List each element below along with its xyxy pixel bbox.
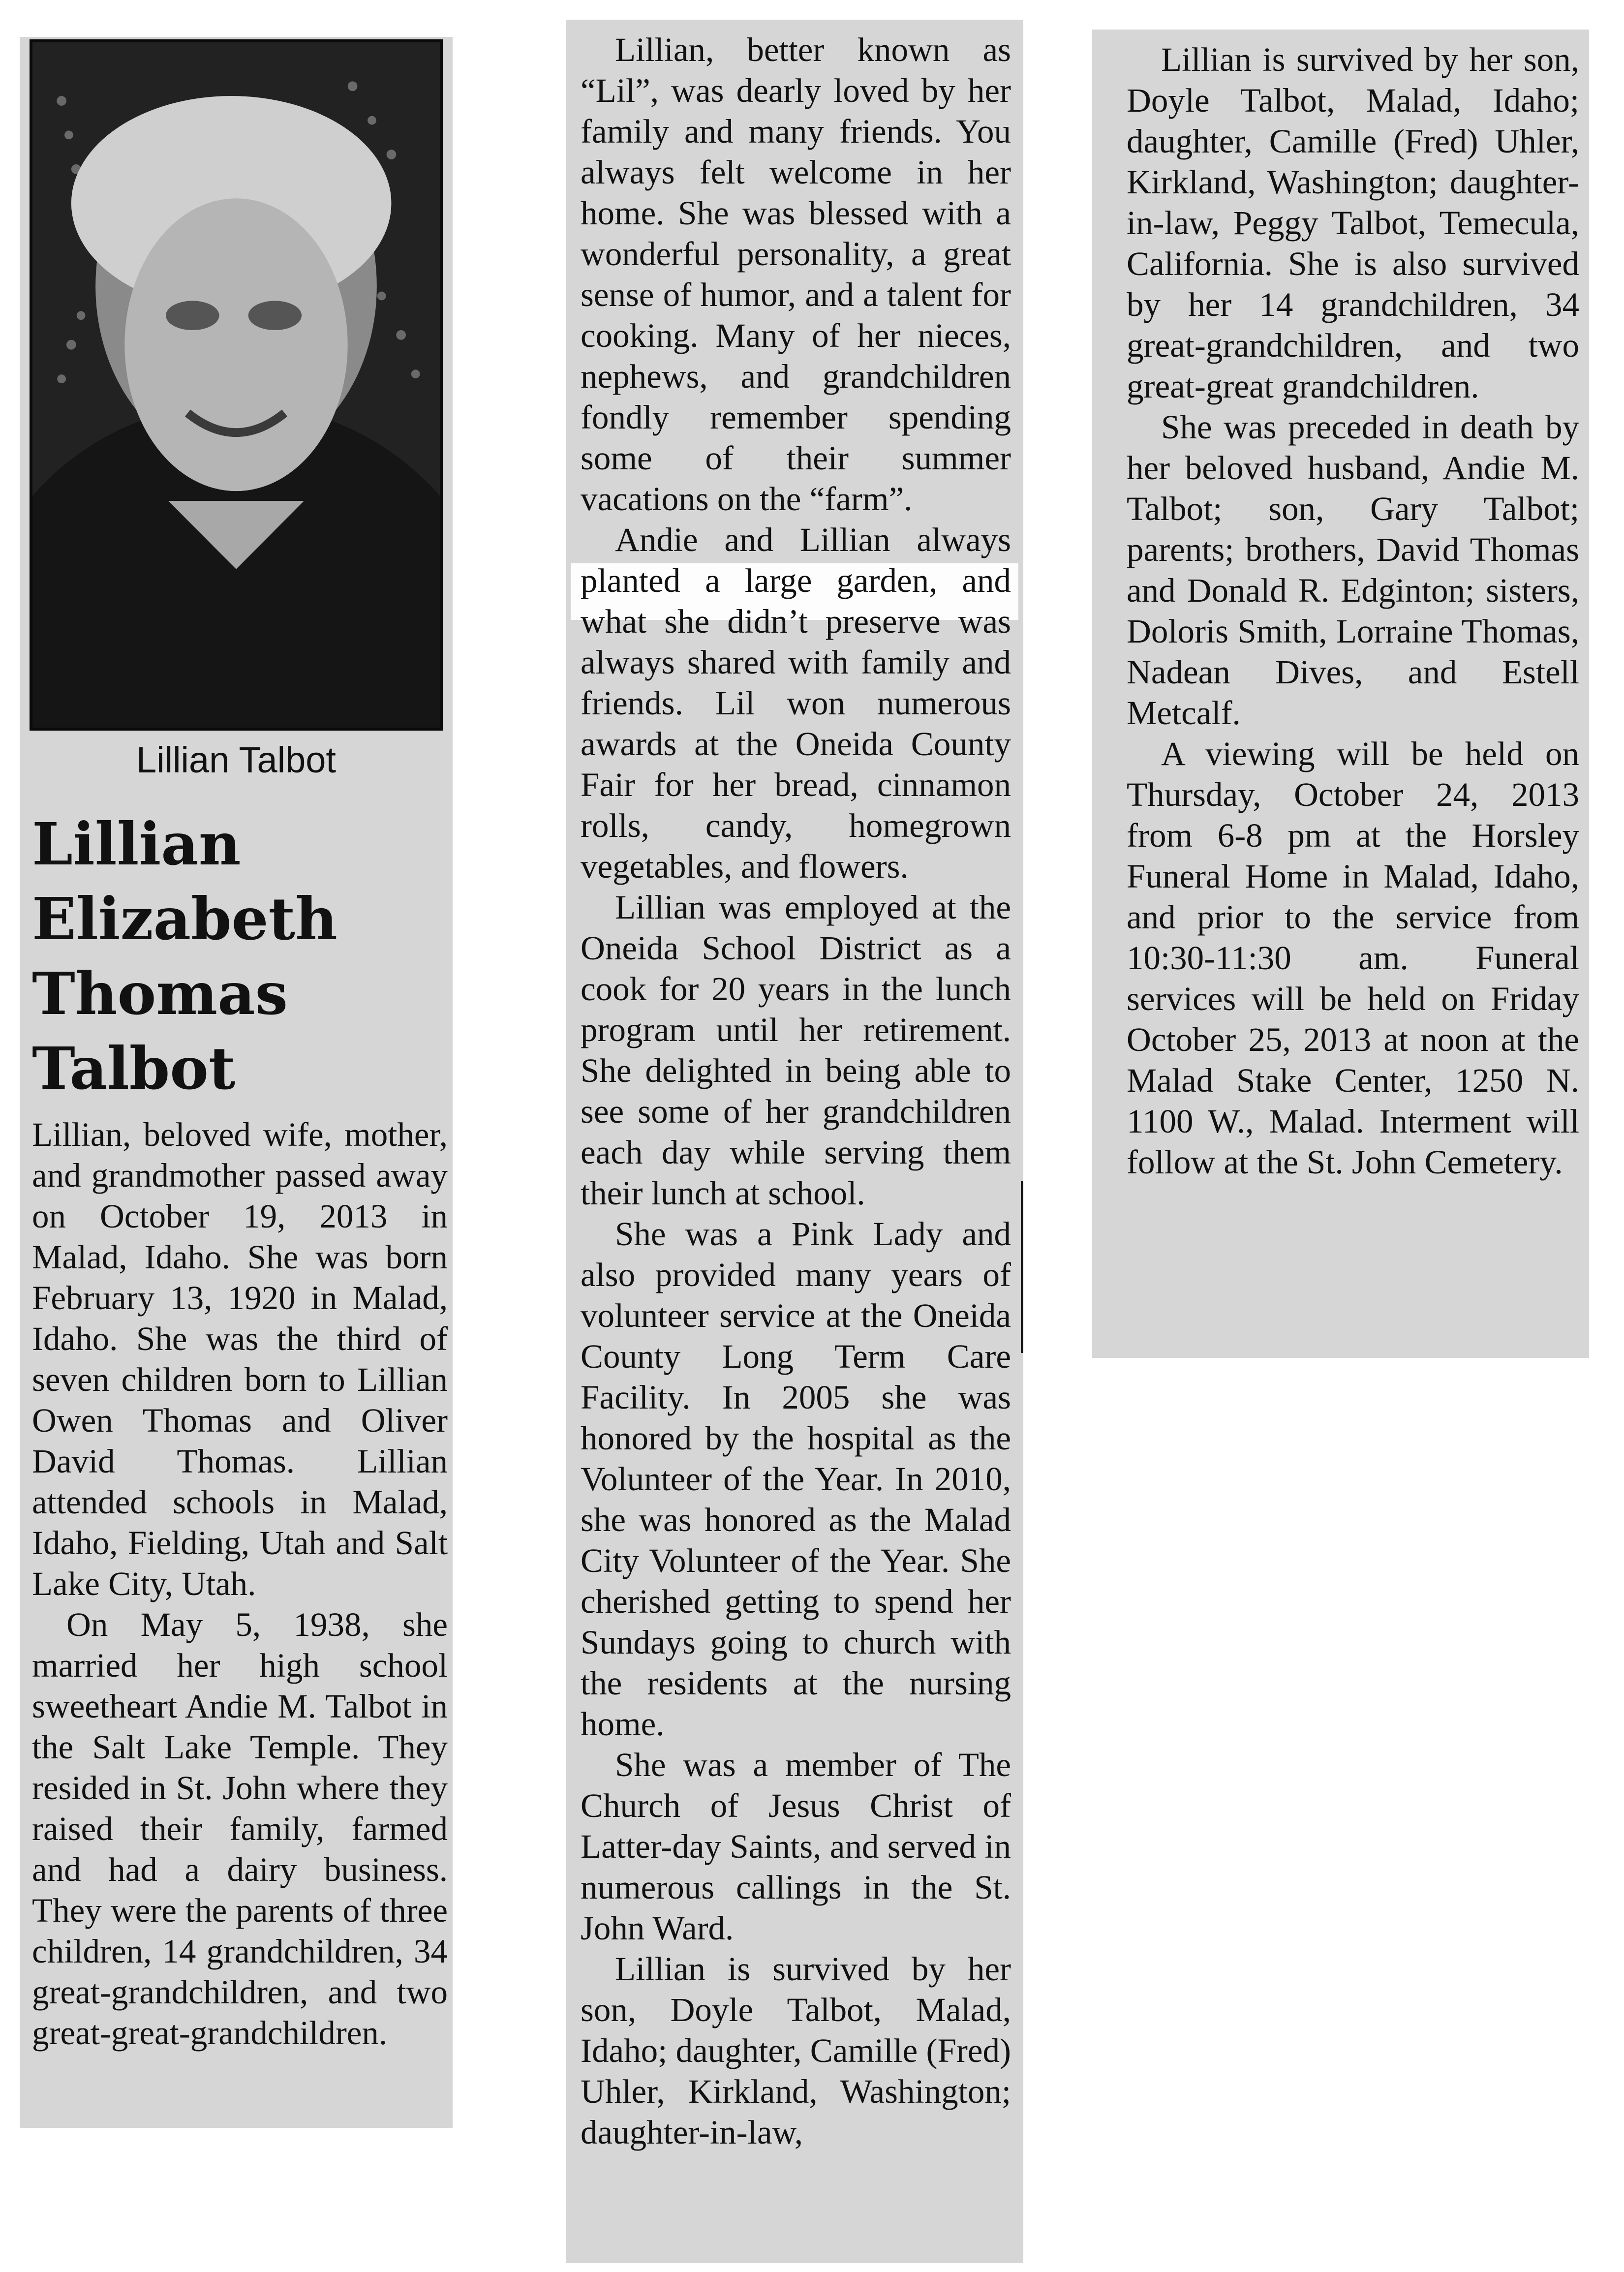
name-line: Lillian — [32, 810, 241, 878]
name-line: Thomas — [32, 959, 288, 1028]
name-line: Talbot — [32, 1034, 236, 1103]
name-line: Elizabeth — [32, 885, 337, 953]
obituary-column-1 — [32, 1114, 448, 2054]
portrait-image — [32, 42, 440, 728]
photo-caption: Lillian Talbot — [136, 739, 336, 780]
obituary-paragraph: Lillian is survived by her son, Doyle Talbot, Malad, Idaho; daughter, Camille (Fred) Uhler, Kirkland, Washington; daughter-in-law, — [581, 1950, 1011, 2151]
obituary-column-2 — [581, 30, 1011, 2153]
obituary-paragraph: She was a member of The Church of Jesus Christ of Latter-day Saints, and served in numerous callings in the St. John Ward. — [581, 1746, 1011, 1947]
obituary-paragraph: She was preceded in death by her beloved husband, Andie M. Talbot; son, Gary Talbot; parents; brothers, David Thomas and Donald R. Edginton; sisters, Doloris Smith, Lorraine Thomas, Nadean Dives, and Estell Metcalf. — [1127, 408, 1579, 732]
column-rule — [1021, 1181, 1023, 1353]
obituary-paragraph: Andie and Lillian always planted a large garden, and what she didn’t preserve was always shared with family and friends. Lil won numerous awards at the Oneida County Fair for her bread, cinnamon rolls, candy, homegrown vegetables, and flowers. — [581, 521, 1011, 885]
obituary-paragraph: She was a Pink Lady and also provided many years of volunteer service at the Oneida County Long Term Care Facility. In 2005 she was honored by the hospital as the Volunteer of the Year. In 2010, she was honored as the Malad City Volunteer of the Year. She cherished getting to spend her Sundays going to church with the residents at the nursing home. — [581, 1215, 1011, 1743]
obituary-paragraph: A viewing will be held on Thursday, October 24, 2013 from 6-8 pm at the Horsley Funeral Home in Malad, Idaho, and prior to the service from 10:30-11:30 am. Funeral services will be held on Friday October 25, 2013 at noon at the Malad Stake Center, 1250 N. 1100 W., Malad. Interment will follow at the St. John Cemetery. — [1127, 735, 1579, 1181]
obituary-paragraph: Lillian, beloved wife, mother, and grandmother passed away on October 19, 2013 in Malad, Idaho. She was born February 13, 1920 in Malad, Idaho. She was the third of seven children born to Lillian Owen Thomas and Oliver David Thomas. Lillian attended schools in Malad, Idaho, Fielding, Utah and Salt Lake City, Utah. — [32, 1116, 448, 1602]
obituary-name — [32, 807, 445, 1106]
obituary-paragraph: Lillian, better known as “Lil”, was dearly loved by her family and many friends. You always felt welcome in her home. She was blessed with a wonderful personality, a great sense of humor, and a talent for cooking. Many of her nieces, nephews, and grandchildren fondly remember spending some of their summer vacations on the “farm”. — [581, 31, 1011, 518]
obituary-paragraph: Lillian is survived by her son, Doyle Talbot, Malad, Idaho; daughter, Camille (Fred) Uhler, Kirkland, Washington; daughter-in-law, Peggy Talbot, Temecula, California. She is also survived by her 14 grandchildren, 34 great-grandchildren, and two great-great grandchildren. — [1127, 41, 1579, 405]
obituary-column-3 — [1127, 39, 1579, 1183]
obituary-paragraph: Lillian was employed at the Oneida School District as a cook for 20 years in the lunch program until her retirement. She delighted in being able to see some of her grandchildren each day while serving them their lunch at school. — [581, 889, 1011, 1212]
portrait-photo — [30, 39, 443, 731]
obituary-paragraph: On May 5, 1938, she married her high school sweetheart Andie M. Talbot in the Salt Lake Temple. They resided in St. John where they raised their family, farmed and had a dairy business. They were the parents of three children, 14 grandchildren, 34 great-grandchildren, and two great-great-grandchildren. — [32, 1606, 448, 2052]
